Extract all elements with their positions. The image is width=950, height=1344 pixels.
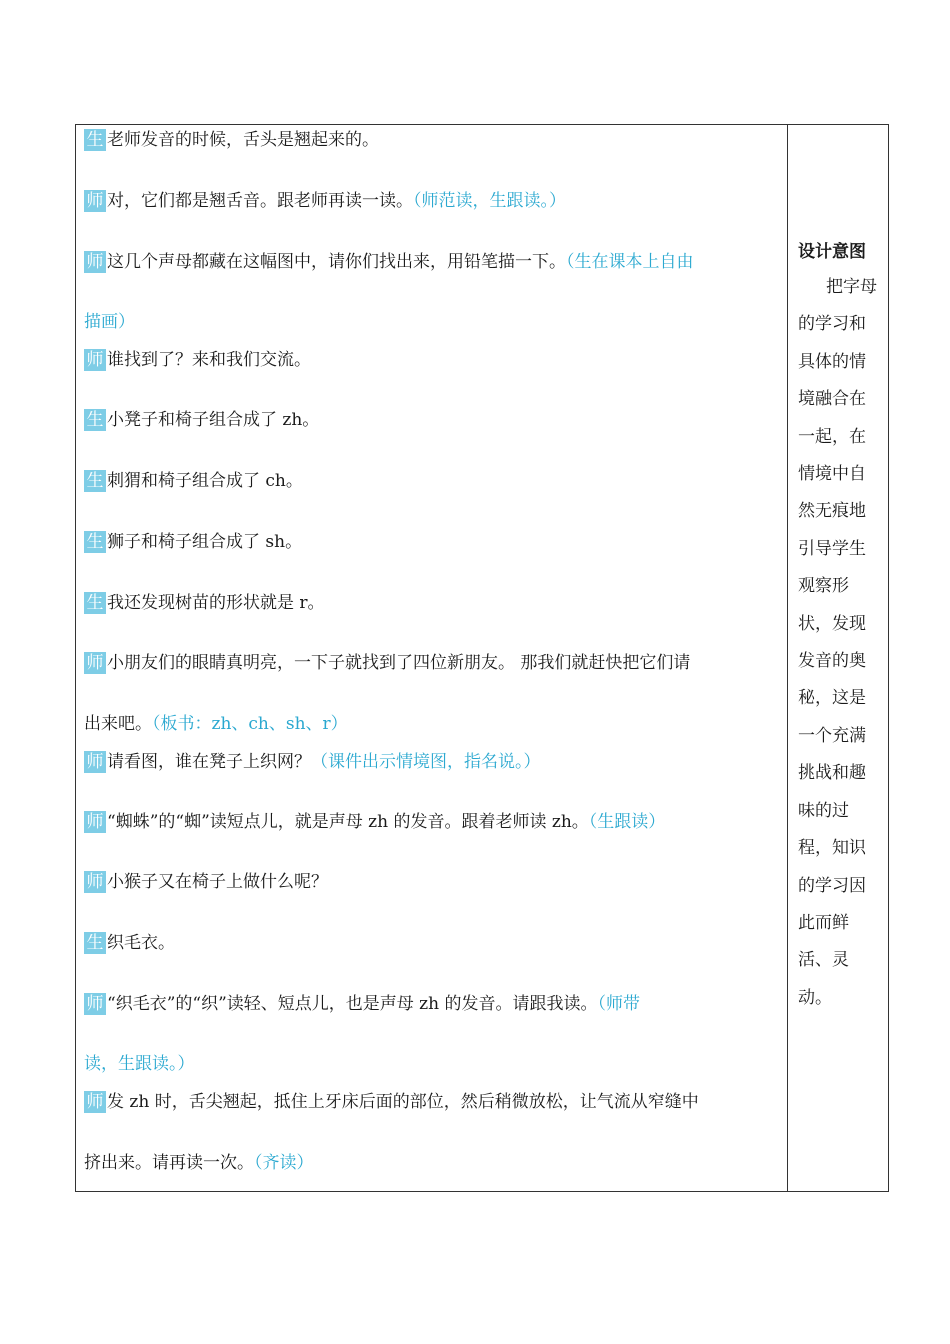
- teacher-badge: 师: [84, 190, 106, 212]
- student-badge: 生: [84, 129, 106, 151]
- dialogue-line: 生 小凳子和椅子组合成了 zh。: [84, 409, 319, 431]
- dialogue-line-continuation: 读，生跟读。）: [84, 1054, 195, 1074]
- teacher-badge: 师: [84, 1091, 106, 1113]
- teacher-badge: 师: [84, 751, 106, 773]
- dialogue-line: 师 小猴子又在椅子上做什么呢？: [84, 871, 328, 893]
- teacher-badge: 师: [84, 871, 106, 893]
- dialogue-line-continuation: 描画）: [84, 312, 135, 332]
- teacher-badge: 师: [84, 349, 106, 371]
- student-badge: 生: [84, 592, 106, 614]
- teacher-badge: 师: [84, 652, 106, 674]
- dialogue-line: 师 这几个声母都藏在这幅图中，请你们找出来，用铅笔描一下。（生在课本上自由: [84, 251, 694, 273]
- dialogue-line-continuation: 出来吧。（板书：zh、ch、sh、r）: [84, 714, 348, 734]
- dialogue-line-continuation: 挤出来。请再读一次。（齐读）: [84, 1153, 314, 1173]
- dialogue-line: 师 小朋友们的眼睛真明亮，一下子就找到了四位新朋友。 那我们就赶快把它们请: [84, 652, 690, 674]
- dialogue-line: 生 织毛衣。: [84, 932, 175, 954]
- dialogue-line: 师 对，它们都是翘舌音。跟老师再读一读。（师范读，生跟读。）: [84, 190, 566, 212]
- student-badge: 生: [84, 932, 106, 954]
- dialogue-line: 师 “织毛衣”的“织”读轻、短点儿，也是声母 zh 的发音。请跟我读。（师带: [84, 993, 640, 1015]
- dialogue-line: 生 我还发现树苗的形状就是 r。: [84, 592, 325, 614]
- teacher-badge: 师: [84, 251, 106, 273]
- design-intent-title: 设计意图: [798, 242, 866, 262]
- dialogue-line: 生 刺猬和椅子组合成了 ch。: [84, 470, 303, 492]
- dialogue-line: 师 “蜘蛛”的“蜘”读短点儿，就是声母 zh 的发音。跟着老师读 zh。（生跟读）: [84, 811, 665, 833]
- student-badge: 生: [84, 531, 106, 553]
- design-intent-body: 把字母的学习和具体的情境融合在一起，在情境中自然无痕地引导学生观察形状，发现发音的奥秘，这是一个充满挑战和趣味的过程，知识的学习因此而鲜活、灵动。: [798, 277, 877, 1008]
- student-badge: 生: [84, 470, 106, 492]
- teacher-badge: 师: [84, 993, 106, 1015]
- column-divider: [787, 125, 788, 1191]
- dialogue-line: 师 谁找到了？来和我们交流。: [84, 349, 311, 371]
- lesson-table: [75, 124, 889, 1192]
- dialogue-line: 师 发 zh 时，舌尖翘起，抵住上牙床后面的部位，然后稍微放松，让气流从窄缝中: [84, 1091, 699, 1113]
- student-badge: 生: [84, 409, 106, 431]
- dialogue-line: 师 请看图，谁在凳子上织网？（课件出示情境图，指名说。）: [84, 751, 541, 773]
- dialogue-line: 生 狮子和椅子组合成了 sh。: [84, 531, 302, 553]
- teacher-badge: 师: [84, 811, 106, 833]
- dialogue-line: 生 老师发音的时候，舌头是翘起来的。: [84, 129, 379, 151]
